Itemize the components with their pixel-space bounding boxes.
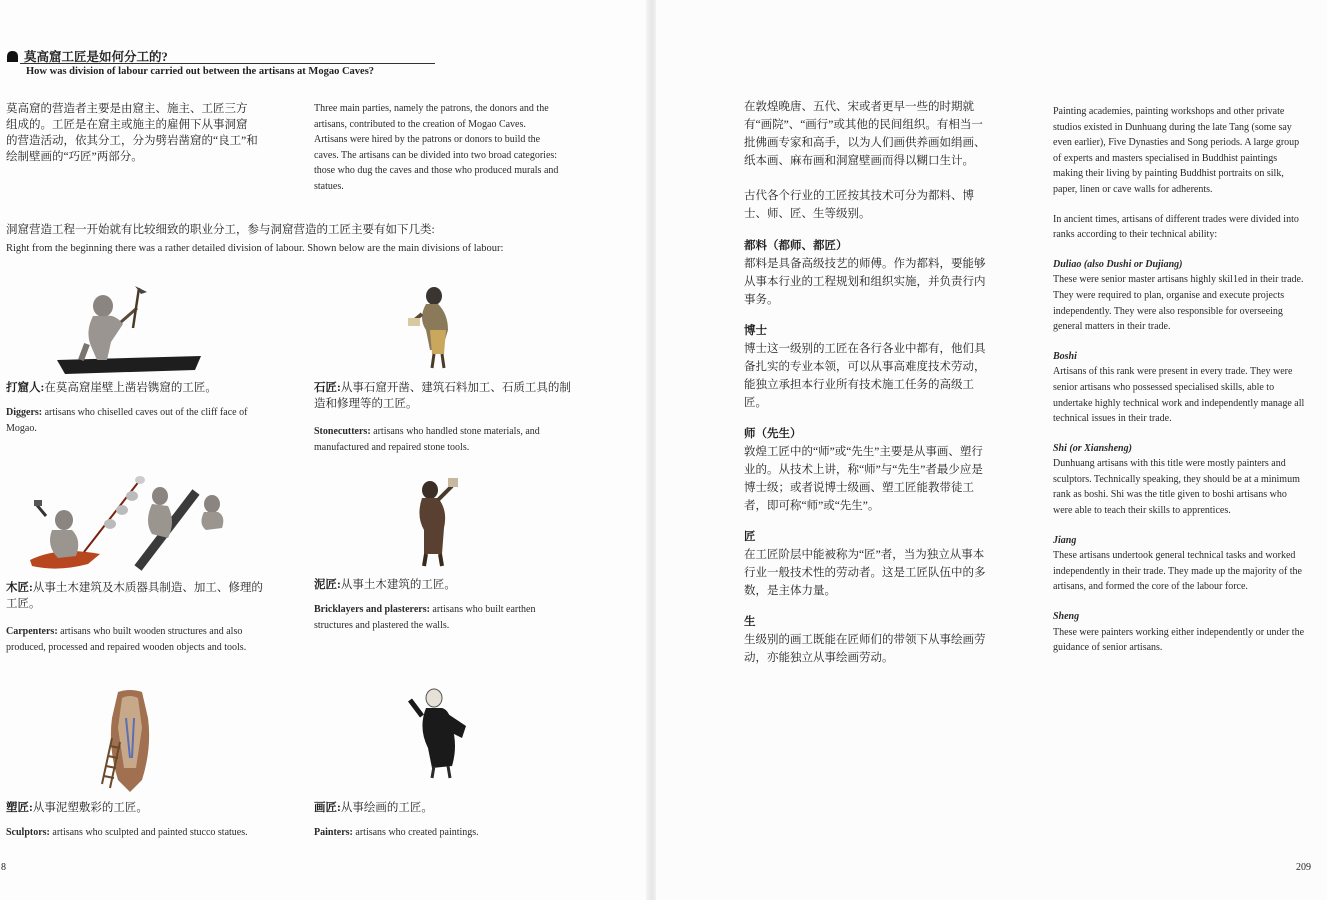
division-en: Right from the beginning there was a rather detailed division of labour. Shown below are the main divisions of labour:: [6, 243, 504, 254]
en-section-title: Sheng: [1053, 611, 1080, 623]
zh-section: [744, 322, 994, 412]
zh-para-body: 古代各个行业的工匠按其技术可分为都料、博士、师、匠、生等级别。: [744, 190, 974, 220]
en-section: [1053, 257, 1305, 335]
zh-section-body: 生级别的画工既能在匠师们的带领下从事绘画劳动，亦能独立从事绘画劳动。: [744, 634, 986, 664]
sculptors-zh: 塑匠:从事泥塑敷彩的工匠。: [6, 802, 148, 814]
en-section-body: These artisans undertook general technical tasks and worked independently in their trade. They made up the majority of the artisans, and formed the core of the labour force.: [1053, 550, 1302, 593]
en-section-body: Artisans of this rank were present in every trade. They were senior artisans who possessed specialised skills, able to undertake highly technical work and independently manage all technical issues in their trade.: [1053, 366, 1305, 425]
zh-para-body: 在敦煌晚唐、五代、宋或者更早一些的时期就有“画院”、“画行”或其他的民间组织。有相当一批佛画专家和高手，以为人们画供养画如绢画、纸本画、麻布画和洞窟壁画而得以糊口生计。: [744, 101, 986, 167]
sculptor-illustration: [92, 688, 166, 796]
zh-section-title: 匠: [744, 531, 756, 543]
zh-section-body: 博士这一级别的工匠在各行各业中都有，他们具备扎实的专业本领，可以从事高难度技术劳动，能独立承担本行业所有技术施工任务的高级工匠。: [744, 343, 986, 409]
dome-bullet-icon: [6, 50, 19, 63]
diggers-zh: 打窟人:在莫高窟崖壁上凿岩镌窟的工匠。: [6, 382, 217, 394]
zh-section: [744, 425, 994, 515]
heading-rule: [20, 63, 435, 64]
left-page: [0, 0, 650, 900]
en-para-body: Painting academies, painting workshops and other private studios existed in Dunhuang during the late Tang (some say even earlier), Five Dynasties and Song periods. A large group of experts and masters specialised in Buddhist paintings making their living by painting Buddhist portraits on silk, paper, linen or cave walls for adherents.: [1053, 106, 1300, 195]
section-heading-en: How was division of labour carried out between the artisans at Mogao Caves?: [26, 66, 375, 77]
en-section: [1053, 533, 1305, 595]
en-section-body: These were painters working either independently or under the guidance of senior artisans.: [1053, 626, 1305, 654]
zh-para: [744, 187, 994, 223]
zh-section-title: 生: [744, 616, 756, 628]
stonecutter-illustration: [408, 284, 470, 372]
en-para-body: In ancient times, artisans of different trades were divided into ranks according to their technical ability:: [1053, 213, 1299, 241]
zh-para: [744, 98, 994, 170]
en-section-title: Shi (or Xiansheng): [1053, 442, 1132, 454]
bricklayer-illustration: [412, 476, 460, 568]
sculptors-en: Sculptors: artisans who sculpted and painted stucco statues.: [6, 827, 248, 838]
painters-zh: 画匠:从事绘画的工匠。: [314, 802, 433, 814]
intro-en: Three main parties, namely the patrons, the donors and the artisans, contributed to the creation of Mogao Caves. Artisans were hired by the patrons or donors to build the caves. The artisans can be divided into two broad categories: those who dug the caves and those who produced murals and statues.: [314, 103, 559, 192]
painters-en: Painters: artisans who created paintings.: [314, 827, 479, 838]
en-section-title: Boshi: [1053, 350, 1077, 362]
intro-zh: 莫高窟的营造者主要是由窟主、施主、工匠三方组成的。工匠是在窟主或施主的雇佣下从事洞窟的营造活动，依其分工，分为劈岩凿窟的“良工”和绘制壁画的“巧匠”两部分。: [6, 103, 258, 163]
painter-illustration: [406, 686, 474, 780]
en-para: [1053, 212, 1305, 243]
en-section: [1053, 609, 1305, 656]
en-section-body: These were senior master artisans highly skil1ed in their trade. They were required to plan, organise and execute projects independently. They were also responsible for overseeing general matters in their trade.: [1053, 274, 1304, 333]
stonecutters-zh: 石匠:从事石窟开凿、建筑石料加工、石质工具的制造和修理等的工匠。: [314, 382, 571, 410]
zh-section-title: 博士: [744, 325, 767, 337]
right-page: [656, 0, 1327, 900]
carpenters-en: Carpenters: artisans who built wooden structures and also produced, processed and repaired wooden objects and tools.: [6, 626, 247, 653]
page-number-right: 209: [1296, 862, 1311, 873]
en-section: [1053, 349, 1305, 427]
zh-section-body: 敦煌工匠中的“师”或“先生”主要是从事画、塑行业的。从技术上讲，称“师”与“先生”者最少应是博士级；或者说博士级画、塑工匠能教带徒工者，即可称“师”或“先生”。: [744, 446, 983, 512]
page-number-left: 8: [1, 862, 6, 873]
zh-section-title: 都料（都师、都匠）: [744, 240, 848, 252]
en-para: [1053, 104, 1305, 198]
en-section-title: Jiang: [1053, 534, 1077, 546]
zh-section-body: 都料是具备高级技艺的师傅。作为都料，要能够从事本行业的工程规划和组织实施，并负责行内事务。: [744, 258, 986, 306]
stonecutters-en: Stonecutters: artisans who handled stone materials, and manufactured and repaired stone tools.: [314, 426, 540, 453]
en-section: [1053, 441, 1305, 519]
zh-section: [744, 237, 994, 309]
section-heading-zh: 莫高窟工匠是如何分工的?: [24, 50, 168, 64]
zh-section-title: 师（先生）: [744, 428, 802, 440]
carpenters-zh: 木匠:从事土木建筑及木质器具制造、加工、修理的工匠。: [6, 582, 263, 610]
zh-section: [744, 613, 994, 667]
diggers-en: Diggers: artisans who chiselled caves out of the cliff face of Mogao.: [6, 407, 248, 434]
en-section-body: Dunhuang artisans with this title were mostly painters and sculptors. Technically speaking, they should be at a minimum rank as boshi. Shi was the title given to boshi artisans who were able to teach their skills to apprentices.: [1053, 458, 1300, 517]
zh-section: [744, 528, 994, 600]
carpenters-illustration: [28, 468, 230, 576]
zh-section-body: 在工匠阶层中能被称为“匠”者，当为独立从事本行业一般技术性的劳动者。这是工匠队伍中的多数，是主体力量。: [744, 549, 986, 597]
digger-illustration: [55, 284, 203, 376]
right-en-column: [1053, 104, 1305, 656]
division-zh: 洞窟营造工程一开始就有比较细致的职业分工，参与洞窟营造的工匠主要有如下几类:: [6, 224, 435, 236]
bricklayers-zh: 泥匠:从事土木建筑的工匠。: [314, 579, 456, 591]
right-zh-column: [744, 98, 994, 667]
en-section-title: Duliao (also Dushi or Dujiang): [1053, 258, 1183, 270]
bricklayers-en: Bricklayers and plasterers: artisans who built earthen structures and plastered the walls.: [314, 604, 536, 631]
